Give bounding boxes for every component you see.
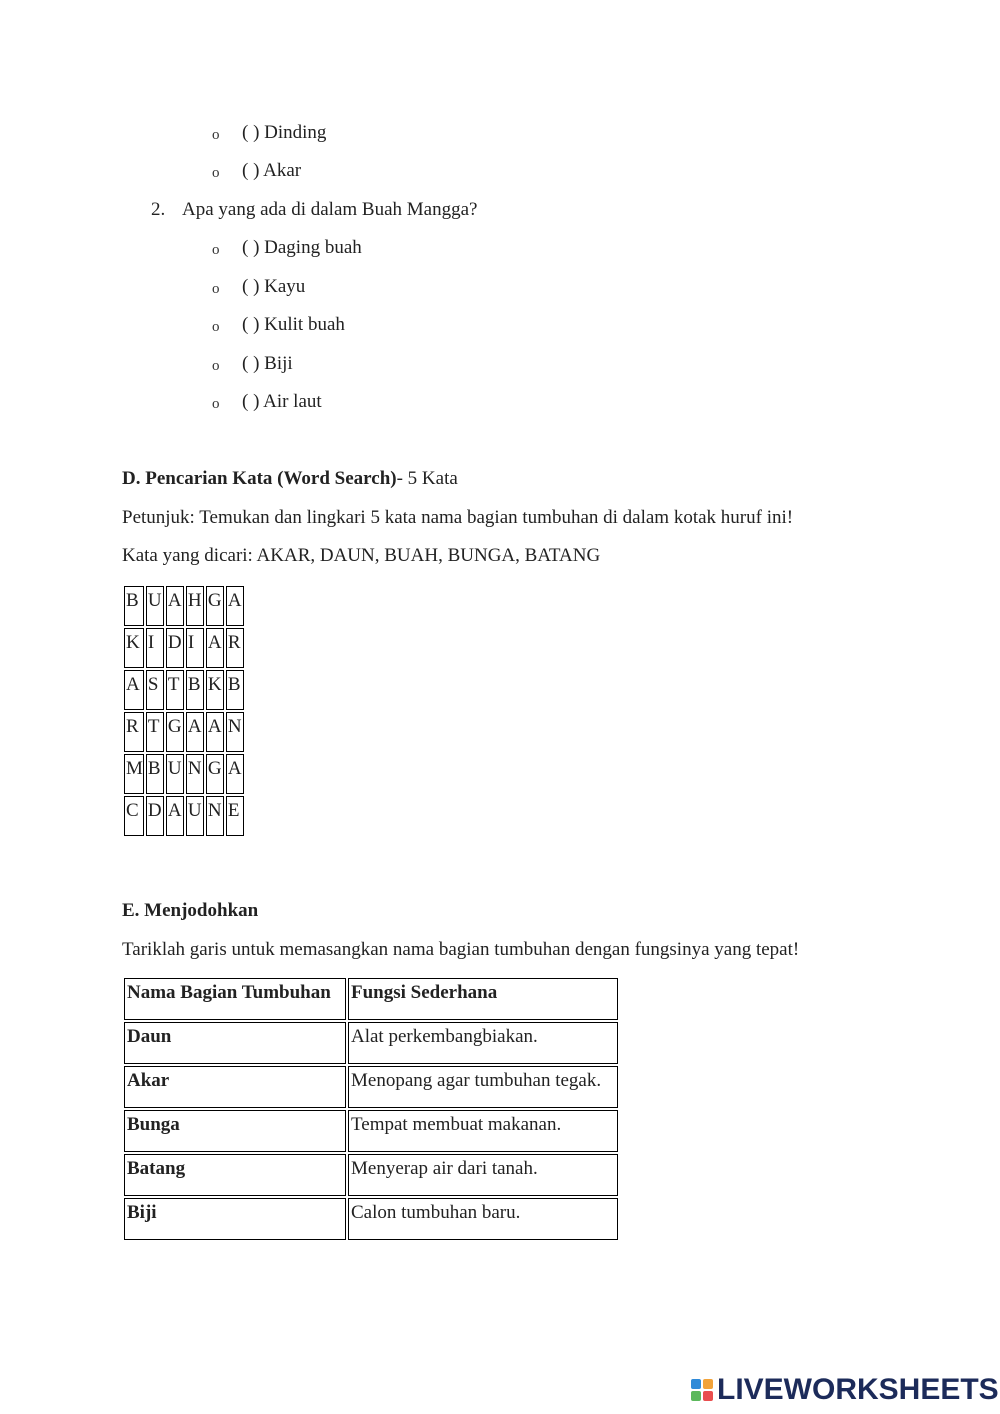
logo-square-icon bbox=[691, 1379, 701, 1389]
grid-cell[interactable]: B bbox=[226, 670, 244, 710]
q2-option-daging-buah[interactable]: ( ) Daging buah bbox=[242, 237, 362, 258]
q2-option-kulit-buah[interactable]: ( ) Kulit buah bbox=[242, 314, 345, 335]
section-e-instruction: Tariklah garis untuk memasangkan nama bagian tumbuhan dengan fungsinya yang tepat! bbox=[122, 939, 800, 960]
grid-cell[interactable]: B bbox=[146, 754, 164, 794]
function-cell[interactable]: Tempat membuat makanan. bbox=[348, 1110, 618, 1152]
grid-row bbox=[124, 670, 244, 710]
grid-cell[interactable]: A bbox=[206, 628, 224, 668]
grid-row bbox=[124, 796, 244, 836]
table-row bbox=[124, 1110, 618, 1152]
bullet-icon: o bbox=[212, 281, 220, 297]
grid-row bbox=[124, 586, 244, 626]
section-d-instruction: Petunjuk: Temukan dan lingkari 5 kata nama bagian tumbuhan di dalam kotak huruf ini! bbox=[122, 507, 794, 528]
grid-cell[interactable]: R bbox=[226, 628, 244, 668]
header-function: Fungsi Sederhana bbox=[348, 978, 618, 1020]
bullet-icon: o bbox=[212, 165, 220, 181]
grid-row bbox=[124, 754, 244, 794]
grid-cell[interactable]: K bbox=[124, 628, 144, 668]
grid-cell[interactable]: G bbox=[206, 586, 224, 626]
section-d-title-rest: - 5 Kata bbox=[396, 468, 458, 489]
grid-row bbox=[124, 628, 244, 668]
grid-cell[interactable]: A bbox=[166, 586, 184, 626]
grid-cell[interactable]: A bbox=[186, 712, 204, 752]
table-row bbox=[124, 1154, 618, 1196]
table-row bbox=[124, 1066, 618, 1108]
logo-square-icon bbox=[703, 1391, 713, 1401]
function-cell[interactable]: Menopang agar tumbuhan tegak. bbox=[348, 1066, 618, 1108]
section-d-title-bold: D. Pencarian Kata (Word Search) bbox=[122, 468, 397, 489]
part-name-cell[interactable]: Bunga bbox=[124, 1110, 346, 1152]
grid-cell[interactable]: K bbox=[206, 670, 224, 710]
grid-cell[interactable]: N bbox=[206, 796, 224, 836]
grid-cell[interactable]: B bbox=[186, 670, 204, 710]
grid-cell[interactable]: A bbox=[166, 796, 184, 836]
grid-cell[interactable]: U bbox=[146, 586, 164, 626]
grid-cell[interactable]: M bbox=[124, 754, 144, 794]
grid-cell[interactable]: H bbox=[186, 586, 204, 626]
table-row bbox=[124, 1022, 618, 1064]
liveworksheets-logo bbox=[691, 1375, 999, 1405]
word-search-grid bbox=[122, 584, 246, 838]
function-cell[interactable]: Menyerap air dari tanah. bbox=[348, 1154, 618, 1196]
table-header-row bbox=[124, 978, 618, 1020]
grid-cell[interactable]: A bbox=[206, 712, 224, 752]
section-d-words: Kata yang dicari: AKAR, DAUN, BUAH, BUNGA, BATANG bbox=[122, 545, 601, 566]
function-cell[interactable]: Calon tumbuhan baru. bbox=[348, 1198, 618, 1240]
grid-cell[interactable]: A bbox=[226, 754, 244, 794]
logo-square-icon bbox=[691, 1391, 701, 1401]
grid-cell[interactable]: N bbox=[186, 754, 204, 794]
part-name-cell[interactable]: Biji bbox=[124, 1198, 346, 1240]
bullet-icon: o bbox=[212, 396, 220, 412]
q2-question: Apa yang ada di dalam Buah Mangga? bbox=[182, 199, 478, 220]
part-name-cell[interactable]: Akar bbox=[124, 1066, 346, 1108]
q2-option-biji[interactable]: ( ) Biji bbox=[242, 353, 293, 374]
grid-cell[interactable]: D bbox=[146, 796, 164, 836]
grid-cell[interactable]: G bbox=[166, 712, 184, 752]
header-part-name: Nama Bagian Tumbuhan bbox=[124, 978, 346, 1020]
grid-cell[interactable]: T bbox=[146, 712, 164, 752]
grid-cell[interactable]: U bbox=[166, 754, 184, 794]
q1-option-akar[interactable]: ( ) Akar bbox=[242, 160, 302, 181]
grid-cell[interactable]: E bbox=[226, 796, 244, 836]
grid-row bbox=[124, 712, 244, 752]
bullet-icon: o bbox=[212, 319, 220, 335]
part-name-cell[interactable]: Batang bbox=[124, 1154, 346, 1196]
logo-square-icon bbox=[703, 1379, 713, 1389]
grid-cell[interactable]: A bbox=[124, 670, 144, 710]
function-cell[interactable]: Alat perkembangbiakan. bbox=[348, 1022, 618, 1064]
grid-cell[interactable]: S bbox=[146, 670, 164, 710]
grid-cell[interactable]: B bbox=[124, 586, 144, 626]
q1-option-dinding[interactable]: ( ) Dinding bbox=[242, 122, 327, 143]
bullet-icon: o bbox=[212, 242, 220, 258]
grid-cell[interactable]: U bbox=[186, 796, 204, 836]
part-name-cell[interactable]: Daun bbox=[124, 1022, 346, 1064]
q2-option-kayu[interactable]: ( ) Kayu bbox=[242, 276, 306, 297]
matching-table bbox=[122, 976, 620, 1242]
logo-mark-icon bbox=[691, 1379, 713, 1401]
bullet-icon: o bbox=[212, 127, 220, 143]
grid-cell[interactable]: I bbox=[186, 628, 204, 668]
q2-number: 2. bbox=[151, 199, 166, 220]
grid-cell[interactable]: C bbox=[124, 796, 144, 836]
grid-cell[interactable]: D bbox=[166, 628, 184, 668]
logo-text: LIVEWORKSHEETS bbox=[717, 1373, 999, 1406]
grid-cell[interactable]: G bbox=[206, 754, 224, 794]
section-d-title bbox=[122, 468, 458, 490]
table-row bbox=[124, 1198, 618, 1240]
grid-cell[interactable]: T bbox=[166, 670, 184, 710]
grid-cell[interactable]: I bbox=[146, 628, 164, 668]
q2-option-air-laut[interactable]: ( ) Air laut bbox=[242, 391, 322, 412]
section-e-title: E. Menjodohkan bbox=[122, 900, 259, 921]
bullet-icon: o bbox=[212, 358, 220, 374]
grid-cell[interactable]: R bbox=[124, 712, 144, 752]
grid-cell[interactable]: N bbox=[226, 712, 244, 752]
grid-cell[interactable]: A bbox=[226, 586, 244, 626]
